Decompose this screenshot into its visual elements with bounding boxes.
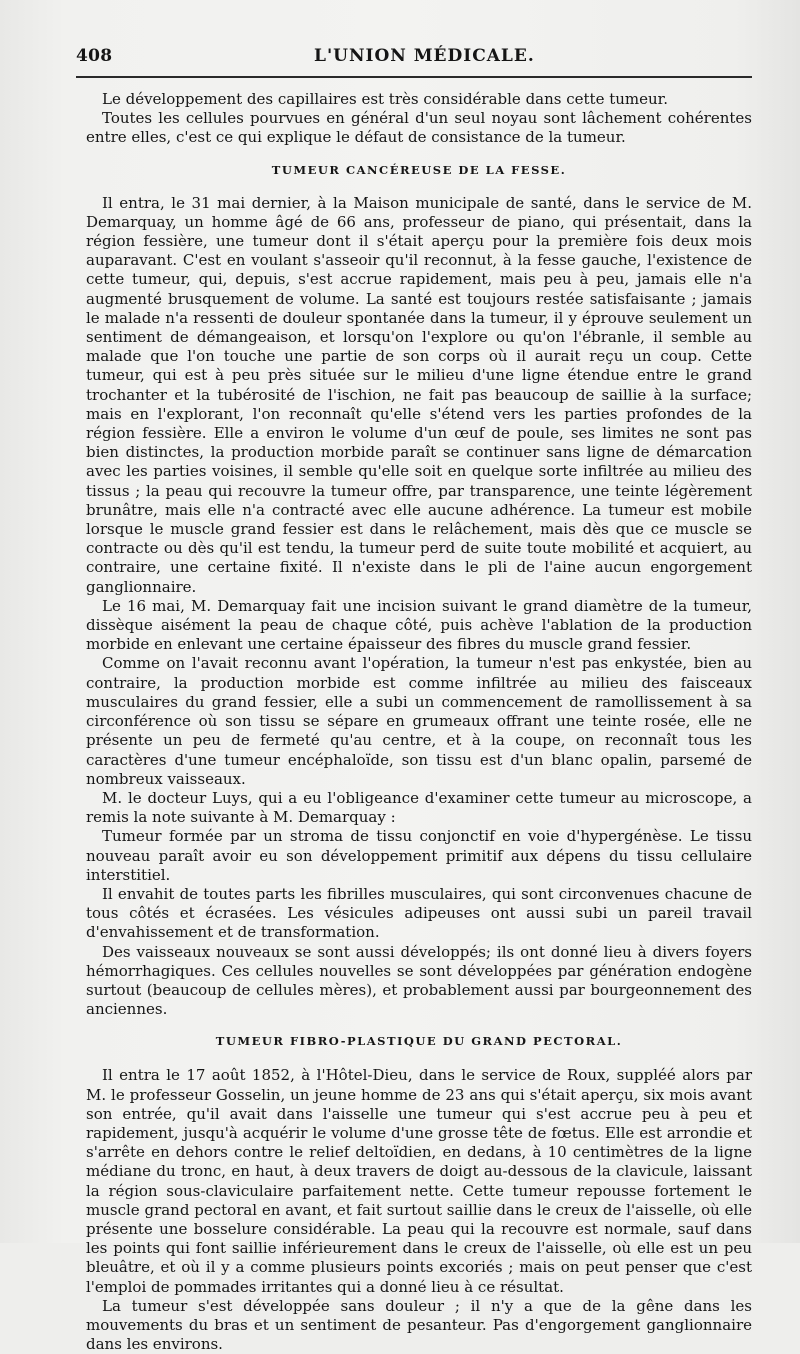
paragraph: Comme on l'avait reconnu avant l'opération, la tumeur n'est pas enkystée, bien au contraire, la production morbide est comme infiltrée au milieu des faisceaux musculaires du grand fessier, elle a subi un commencement de ramollissement à sa circonférence où son tissu se sépare en grumeaux offrant une teinte rosée, elle ne présente un peu de fermeté qu'au centre, et à la coupe, on reconnaît tous les caractères d'une tumeur encéphaloïde, son tissu est d'un blanc opalin, parsemé de nombreux vaisseaux. <box>86 654 752 788</box>
paragraph: Le développement des capillaires est très considérable dans cette tumeur. <box>102 90 668 108</box>
paragraph: Il entra, le 31 mai dernier, à la Maison municipale de santé, dans le service de M. Demarquay, un homme âgé de 66 ans, professeur de piano, qui présentait, dans la région fessière, une tumeur dont il s'était aperçu pour la première fois deux mois auparavant. C'est en voulant s'asseoir qu'il reconnut, à la fesse gauche, l'existence de cette tumeur, qui, depuis, s'est accrue rapidement, mais peu à peu, jamais elle n'a augmenté brusquement de volume. La santé est toujours restée satisfaisante ; jamais le malade n'a ressenti de douleur spontanée dans la tumeur, il y éprouve seulement un sentiment de démangeaison, et lorsqu'on l'explore ou qu'on l'ébranle, il semble au malade que l'on touche une partie de son corps où il aurait reçu un coup. Cette tumeur, qui est à peu près située sur le milieu d'une ligne étendue entre le grand trochanter et la tubérosité de l'ischion, ne fait pas beaucoup de saillie à la surface; mais en l'explorant, l'on reconnaît qu'elle s'étend vers les parties profondes de la région fessière. Elle a environ le volume d'un œuf de poule, ses limites ne sont pas bien distinctes, la production morbide paraît se continuer sans ligne de démarcation avec les parties voisines, il semble qu'elle soit en quelque sorte infiltrée au milieu des tissus ; la peau qui recouvre la tumeur offre, par transparence, une teinte légèrement brunâtre, mais elle n'a contracté avec elle aucune adhérence. La tumeur est mobile lorsque le muscle grand fessier est dans le relâchement, mais dès que ce muscle se contracte ou dès qu'il est tendu, la tumeur perd de suite toute mobilité et acquiert, au contraire, une certaine fixité. Il n'existe dans le pli de l'aine aucun engorgement ganglionnaire. <box>86 193 752 596</box>
paragraph: Des vaisseaux nouveaux se sont aussi développés; ils ont donné lieu à divers foyers hémorrhagiques. Ces cellules nouvelles se sont développées par génération endogène surtout (beaucoup de cellules mères), et probablement aussi par bourgeonnement des anciennes. <box>86 942 752 1019</box>
page-number: 408 <box>76 46 113 66</box>
header-rule <box>76 76 752 78</box>
page-header <box>76 46 756 72</box>
running-head: L'UNION MÉDICALE. <box>314 46 535 66</box>
paragraph: M. le docteur Luys, qui a eu l'obligeance d'examiner cette tumeur au microscope, a remis la note suivante à M. Demarquay : <box>86 788 752 827</box>
section-heading: TUMEUR FIBRO-PLASTIQUE DU GRAND PECTORAL. <box>215 1034 623 1049</box>
paragraph: Le 16 mai, M. Demarquay fait une incision suivant le grand diamètre de la tumeur, dissèque aisément la peau de chaque côté, puis achève l'ablation de la production morbide en enlevant une certaine épaisseur des fibres du muscle grand fessier. <box>86 596 752 654</box>
paragraph: Tumeur formée par un stroma de tissu conjonctif en voie d'hypergénèse. Le tissu nouveau paraît avoir eu son développement primitif aux dépens du tissu cellulaire interstitiel. <box>86 827 752 884</box>
paragraph: Il envahit de toutes parts les fibrilles musculaires, qui sont circonvenues chacune de tous côtés et écrasées. Les vésicules adipeuses ont aussi subi un pareil travail d'envahissement et de transformation. <box>86 884 752 942</box>
article-body <box>86 90 752 1354</box>
section-heading: TUMEUR CANCÉREUSE DE LA FESSE. <box>271 162 567 177</box>
paragraph: Toutes les cellules pourvues en général d'un seul noyau sont lâchement cohérentes entre elles, c'est ce qui explique le défaut de consistance de la tumeur. <box>86 109 752 147</box>
paragraph: La tumeur s'est développée sans douleur ; il n'y a que de la gêne dans les mouvements du bras et un sentiment de pesanteur. Pas d'engorgement ganglionnaire dans les environs. <box>86 1296 752 1354</box>
paragraph: Il entra le 17 août 1852, à l'Hôtel-Dieu, dans le service de Roux, suppléé alors par M. le professeur Gosselin, un jeune homme de 23 ans qui s'était aperçu, six mois avant son entrée, qu'il avait dans l'aisselle une tumeur qui s'est accrue peu à peu et rapidement, jusqu'à acquérir le volume d'une grosse tête de fœtus. Elle est arrondie et s'arrête en dehors contre le relief deltoïdien, en dedans, à 10 centimètres de la ligne médiane du tronc, en haut, à deux travers de doigt au-dessous de la clavicule, laissant la région sous-claviculaire parfaitement nette. Cette tumeur repousse fortement le muscle grand pectoral en avant, et fait surtout saillie dans le creux de l'aisselle, où elle présente une bosselure considérable. La peau qui la recouvre est normale, sauf dans les points qui font saillie inférieurement dans le creux de l'aisselle, où elle est un peu bleuâtre, et où il y a comme plusieurs points excoriés ; mais on peut penser que c'est l'emploi de pommades irritantes qui a donné lieu à ce résultat. <box>86 1066 752 1296</box>
